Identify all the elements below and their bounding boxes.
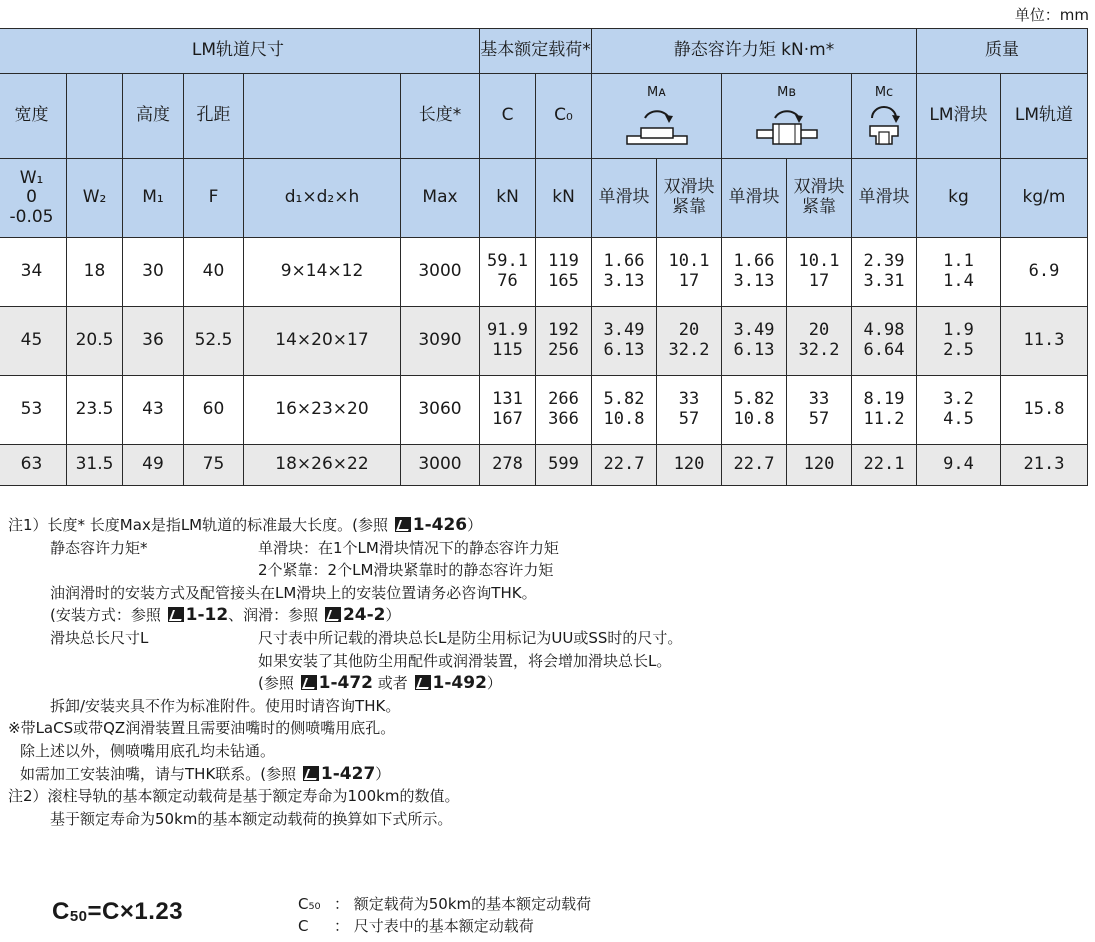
formula-rhs: =C×1.23 <box>87 898 184 925</box>
cell-mb-d-2: 32.2 <box>798 340 840 360</box>
cell-ma-single <box>592 307 657 376</box>
cell-m1: 43 <box>123 376 184 445</box>
header-dxh-blank <box>244 74 401 159</box>
cell-mb-single <box>722 376 787 445</box>
note-text: ） <box>375 764 391 783</box>
cell-c-1: 59.1 <box>487 251 528 272</box>
cell-mc <box>852 376 917 445</box>
ma-label: Mᴀ <box>647 84 666 100</box>
cell-mc <box>852 238 917 307</box>
header-kg: kg <box>917 159 1001 238</box>
cell-c-2: 76 <box>497 271 518 291</box>
header-mb-single: 单滑块 <box>722 159 787 238</box>
cell-c <box>480 307 536 376</box>
cell-c0-1: 192 <box>548 320 579 341</box>
header-ma <box>592 74 722 159</box>
cell-max: 3000 <box>401 238 480 307</box>
header-basic-load-rating: 基本额定载荷* <box>480 29 592 74</box>
header-w2-blank <box>67 74 123 159</box>
note-text: 或者 <box>373 674 413 693</box>
note-text: 、润滑：参照 <box>228 606 323 625</box>
cell-mb-s-2: 10.8 <box>733 409 775 429</box>
note-2b <box>8 808 1088 831</box>
cell-ma-single <box>592 376 657 445</box>
legend-item <box>298 915 591 937</box>
cell-mb-d-2: 57 <box>808 409 830 429</box>
cell-blk-2: 1.4 <box>943 271 974 291</box>
w1-tol-bot: -0.05 <box>9 206 54 227</box>
formula-subscript: 50 <box>69 908 88 925</box>
header-c: C <box>480 74 536 159</box>
cell-c0-1: 119 <box>548 251 579 272</box>
cell-w1: 63 <box>0 445 67 486</box>
cell-c-1: 131 <box>492 389 523 410</box>
cell-mb-double <box>787 238 852 307</box>
cell-block-mass <box>917 307 1001 376</box>
header-length: 长度* <box>401 74 480 159</box>
cell-f: 60 <box>184 376 244 445</box>
cell-mb-single: 22.7 <box>722 445 787 486</box>
header-dxh: d₁×d₂×h <box>244 159 401 238</box>
header-c0: C₀ <box>536 74 592 159</box>
legend-item <box>298 893 591 915</box>
cell-ma-double <box>657 238 722 307</box>
cell-max: 3060 <box>401 376 480 445</box>
cell-mb-d-2: 17 <box>808 271 830 291</box>
note-star-3 <box>8 763 1088 786</box>
cell-c0-2: 366 <box>548 409 579 429</box>
cell-c0: 599 <box>536 445 592 486</box>
formula-legend <box>298 893 591 937</box>
cell-mb-d-1: 10.1 <box>798 251 840 272</box>
cell-ma-single: 22.7 <box>592 445 657 486</box>
spec-table <box>0 28 1088 486</box>
cell-ma-d-2: 57 <box>678 409 700 429</box>
legend-text: ： 尺寸表中的基本额定动载荷 <box>334 917 534 935</box>
header-width: 宽度 <box>0 74 67 159</box>
note-text: 除上述以外，侧喷嘴用底孔均未钻通。 <box>20 741 276 760</box>
note-1-jig <box>8 695 1088 718</box>
cell-ma-d-2: 17 <box>678 271 700 291</box>
note-text: 注1）长度* 长度Max是指LM轨道的标准最大长度。(参照 <box>8 516 393 534</box>
cell-ma-d-1: 10.1 <box>668 251 710 272</box>
cell-rail-mass: 21.3 <box>1001 445 1088 486</box>
cell-blk-2: 2.5 <box>943 340 974 360</box>
cell-c0-1: 266 <box>548 389 579 410</box>
header-lm-block: LM滑块 <box>917 74 1001 159</box>
note-1-static-moment <box>8 537 1088 560</box>
page-ref-link[interactable]: 1-427 <box>320 763 376 784</box>
ma-moment-icon <box>625 102 689 146</box>
note-1-block-length <box>8 627 1088 650</box>
cell-c-2: 115 <box>492 340 523 360</box>
header-m1: M₁ <box>123 159 184 238</box>
header-mc-single: 单滑块 <box>852 159 917 238</box>
cell-ma-d-1: 20 <box>678 320 700 341</box>
cell-mb-double <box>787 376 852 445</box>
note-text: ） <box>385 606 401 625</box>
page-ref-icon <box>395 517 411 532</box>
note-text: (参照 <box>258 674 299 693</box>
cell-mb-s-1: 1.66 <box>733 251 775 272</box>
cell-dxh: 16×23×20 <box>244 376 401 445</box>
legend-key: C₅₀ <box>298 895 321 913</box>
cell-mb-d-1: 20 <box>808 320 830 341</box>
cell-ma-s-1: 1.66 <box>603 251 645 272</box>
cell-mc: 22.1 <box>852 445 917 486</box>
note-1-double <box>8 559 1088 582</box>
header-lm-rail: LM轨道 <box>1001 74 1088 159</box>
note-1-block-length-2 <box>8 650 1088 673</box>
cell-block-mass: 9.4 <box>917 445 1001 486</box>
note-star-2 <box>8 740 1088 763</box>
cell-ma-double: 120 <box>657 445 722 486</box>
note-2 <box>8 785 1088 808</box>
page-ref-icon <box>325 607 341 622</box>
cell-rail-mass: 15.8 <box>1001 376 1088 445</box>
cell-mb-d-1: 33 <box>808 389 830 410</box>
cell-ma-d-1: 33 <box>678 389 700 410</box>
cell-ma-d-2: 32.2 <box>668 340 710 360</box>
page-ref-icon <box>168 607 184 622</box>
page-ref-icon <box>415 675 431 690</box>
cell-f: 52.5 <box>184 307 244 376</box>
cell-mc-1: 8.19 <box>863 389 905 410</box>
header-pitch: 孔距 <box>184 74 244 159</box>
note-text: 2个紧靠：2个LM滑块紧靠时的静态容许力矩 <box>258 561 554 580</box>
cell-c <box>480 238 536 307</box>
page-ref-link[interactable]: 1-426 <box>412 515 468 535</box>
note-text: 油润滑时的安装方式及配管接头在LM滑块上的安装位置请务必咨询THK。 <box>50 583 537 602</box>
cell-mb-s-1: 5.82 <box>733 389 775 410</box>
cell-blk-2: 4.5 <box>943 409 974 429</box>
cell-f: 75 <box>184 445 244 486</box>
note-text: ） <box>486 674 502 693</box>
note-1-refs <box>8 604 1088 627</box>
cell-c: 278 <box>480 445 536 486</box>
cell-f: 40 <box>184 238 244 307</box>
legend-text: ： 额定载荷为50km的基本额定动载荷 <box>334 895 592 913</box>
mb-moment-icon <box>755 102 819 146</box>
cell-m1: 30 <box>123 238 184 307</box>
cell-mc-1: 4.98 <box>863 320 905 341</box>
note-label: 滑块总长尺寸L <box>50 628 149 647</box>
cell-block-mass <box>917 376 1001 445</box>
cell-blk-1: 1.1 <box>943 251 974 272</box>
header-w1 <box>0 159 67 238</box>
note-text: 如果安装了其他防尘用配件或润滑装置，将会增加滑块总长L。 <box>258 651 672 670</box>
header-mb <box>722 74 852 159</box>
cell-c <box>480 376 536 445</box>
cell-m1: 36 <box>123 307 184 376</box>
cell-block-mass <box>917 238 1001 307</box>
table-row <box>0 238 1088 307</box>
cell-w2: 23.5 <box>67 376 123 445</box>
table-row <box>0 307 1088 376</box>
note-text: 注2）滚柱导轨的基本额定动载荷是基于额定寿命为100km的数值。 <box>8 787 460 806</box>
header-w2: W₂ <box>67 159 123 238</box>
cell-mc-1: 2.39 <box>863 251 905 272</box>
cell-c0-2: 165 <box>548 271 579 291</box>
cell-rail-mass: 6.9 <box>1001 238 1088 307</box>
note-text: (安装方式：参照 <box>50 606 166 625</box>
legend-key: C <box>298 917 309 935</box>
cell-c0-2: 256 <box>548 340 579 360</box>
note-star-1 <box>8 717 1088 740</box>
w1-label: W₁ <box>19 167 44 188</box>
cell-mc-2: 3.31 <box>863 271 905 291</box>
mc-moment-icon <box>864 102 904 146</box>
cell-c0 <box>536 307 592 376</box>
cell-w1: 34 <box>0 238 67 307</box>
cell-ma-single <box>592 238 657 307</box>
cell-c0 <box>536 238 592 307</box>
cell-mb-s-2: 3.13 <box>733 271 775 291</box>
header-lm-rail-dimensions: LM轨道尺寸 <box>0 29 480 74</box>
cell-c0 <box>536 376 592 445</box>
header-mass: 质量 <box>917 29 1088 74</box>
cell-mb-single <box>722 307 787 376</box>
note-text: 拆卸/安装夹具不作为标准附件。使用时请咨询THK。 <box>50 696 401 715</box>
mc-label: Mc <box>874 84 894 100</box>
note-text: ※带LaCS或带QZ润滑装置且需要油嘴时的侧喷嘴用底孔。 <box>8 719 396 738</box>
table-row <box>0 376 1088 445</box>
cell-blk-1: 3.2 <box>943 389 974 410</box>
cell-c-1: 91.9 <box>487 320 528 341</box>
cell-ma-double <box>657 376 722 445</box>
header-max: Max <box>401 159 480 238</box>
header-ma-double: 双滑块紧靠 <box>657 159 722 238</box>
header-mc <box>852 74 917 159</box>
note-1-block-length-refs <box>8 672 1088 695</box>
cell-dxh: 18×26×22 <box>244 445 401 486</box>
cell-w2: 18 <box>67 238 123 307</box>
cell-dxh: 9×14×12 <box>244 238 401 307</box>
note-text: ） <box>467 516 483 534</box>
cell-blk-1: 1.9 <box>943 320 974 341</box>
cell-w1: 45 <box>0 307 67 376</box>
note-text: 如需加工安装油嘴，请与THK联系。(参照 <box>20 764 301 783</box>
cell-m1: 49 <box>123 445 184 486</box>
page-ref-icon <box>301 675 317 690</box>
note-text: 单滑块：在1个LM滑块情况下的静态容许力矩 <box>258 538 559 557</box>
header-kn-c0: kN <box>536 159 592 238</box>
page-ref-icon <box>303 766 319 781</box>
note-1-oil <box>8 582 1088 605</box>
page-ref-link[interactable]: 1-492 <box>432 673 487 694</box>
conversion-formula <box>52 898 183 926</box>
cell-w2: 20.5 <box>67 307 123 376</box>
page-ref-link[interactable]: 1-472 <box>318 673 373 694</box>
note-label: 静态容许力矩* <box>50 538 148 557</box>
page-ref-link[interactable]: 24-2 <box>342 605 386 626</box>
cell-max: 3000 <box>401 445 480 486</box>
w1-tol-top: 0 <box>26 187 37 208</box>
header-f: F <box>184 159 244 238</box>
cell-ma-double <box>657 307 722 376</box>
cell-dxh: 14×20×17 <box>244 307 401 376</box>
header-mb-double: 双滑块紧靠 <box>787 159 852 238</box>
header-ma-single: 单滑块 <box>592 159 657 238</box>
header-kn-c: kN <box>480 159 536 238</box>
cell-mb-s-2: 6.13 <box>733 340 775 360</box>
cell-mc-2: 6.64 <box>863 340 905 360</box>
cell-mc-2: 11.2 <box>863 409 905 429</box>
cell-mb-single <box>722 238 787 307</box>
cell-ma-s-2: 10.8 <box>603 409 645 429</box>
notes <box>8 514 1088 830</box>
cell-w2: 31.5 <box>67 445 123 486</box>
cell-w1: 53 <box>0 376 67 445</box>
cell-c-2: 167 <box>492 409 523 429</box>
header-static-moment: 静态容许力矩 kN·m* <box>592 29 917 74</box>
cell-mc <box>852 307 917 376</box>
formula-lhs: C <box>52 898 70 925</box>
unit-label: 单位：mm <box>1014 6 1089 24</box>
note-text: 尺寸表中所记载的滑块总长L是防尘用标记为UU或SS时的尺寸。 <box>258 628 683 647</box>
cell-mb-double <box>787 307 852 376</box>
header-kgm: kg/m <box>1001 159 1088 238</box>
note-text: 基于额定寿命为50km的基本额定动载荷的换算如下式所示。 <box>50 809 453 828</box>
cell-ma-s-2: 3.13 <box>603 271 645 291</box>
table-row <box>0 445 1088 486</box>
cell-ma-s-1: 3.49 <box>603 320 645 341</box>
cell-max: 3090 <box>401 307 480 376</box>
cell-mb-double: 120 <box>787 445 852 486</box>
page-ref-link[interactable]: 1-12 <box>185 605 229 626</box>
cell-mb-s-1: 3.49 <box>733 320 775 341</box>
cell-ma-s-2: 6.13 <box>603 340 645 360</box>
cell-ma-s-1: 5.82 <box>603 389 645 410</box>
header-height: 高度 <box>123 74 184 159</box>
cell-rail-mass: 11.3 <box>1001 307 1088 376</box>
note-1-length <box>8 514 1088 537</box>
mb-label: Mʙ <box>777 84 796 100</box>
